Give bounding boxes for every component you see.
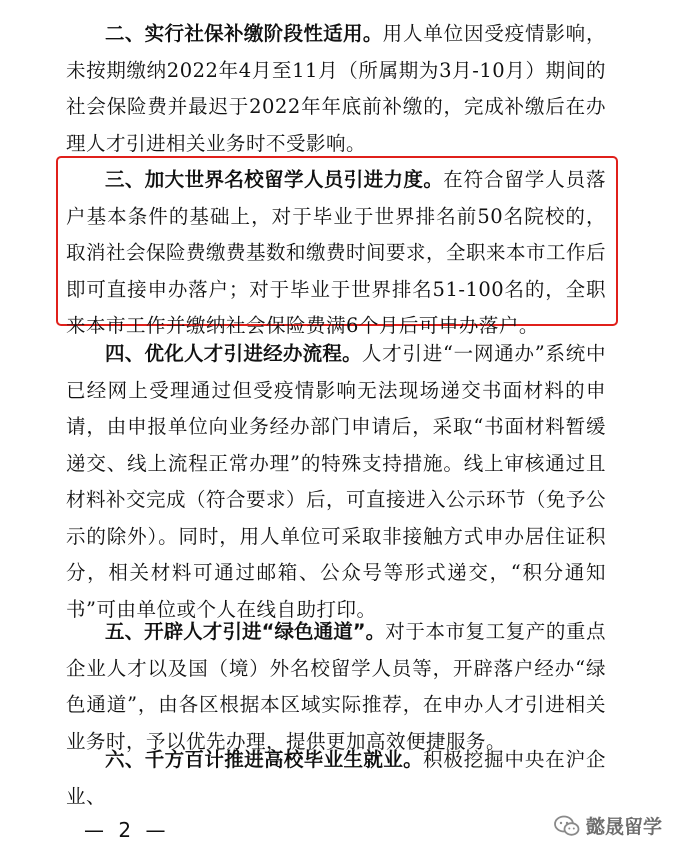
watermark-text: 懿晟留学 xyxy=(585,816,662,838)
paragraph-body: 用人单位因受疫情影响，未按期缴纳2022年4月至11月（所属期为3月-10月）期间的社会保险费并最迟于2022年年底前补缴的，完成补缴后在办理人才引进相关业务时不受影响。 xyxy=(66,22,606,155)
paragraph-body: 人才引进“一网通办”系统中已经网上受理通过但受疫情影响无法现场递交书面材料的申请，由申报单位向业务经办部门申请后，采取“书面材料暂缓递交、线上流程正常办理”的特殊支持措施。线上审核通过且材料补交完成（符合要求）后，可直接进入公示环节（免予公示的除外）。同时，用人单位可采取非接触方式申办居住证积分，相关材料可通过邮箱、公众号等形式递交，“积分通知书”可由单位或个人在线自助打印。 xyxy=(66,342,607,621)
paragraph-body: 对于本市复工复产的重点企业人才以及国（境）外名校留学人员等，开辟落户经办“绿色通道”，由各区根据本区域实际推荐，在申办人才引进相关业务时，予以优先办理，提供更加高效便捷服务。 xyxy=(66,620,606,753)
paragraph-3 xyxy=(66,162,606,345)
paragraph-2 xyxy=(66,16,606,162)
paragraph-heading: 三、加大世界名校留学人员引进力度。 xyxy=(105,168,444,191)
paragraph-6 xyxy=(66,742,606,815)
paragraph-body: 积极挖掘中央在沪企业、 xyxy=(66,748,606,808)
watermark xyxy=(554,812,662,839)
paragraph-4 xyxy=(66,336,606,628)
paragraph-heading: 四、优化人才引进经办流程。 xyxy=(105,342,362,365)
paragraph-body: 在符合留学人员落户基本条件的基础上，对于毕业于世界排名前50名院校的，取消社会保险费缴费基数和缴费时间要求，全职来本市工作后即可直接申办落户；对于毕业于世界排名51-100名的，全职来本市工作并缴纳社会保险费满6个月后可申办落户。 xyxy=(66,168,607,337)
page-number: — 2 — xyxy=(84,818,170,842)
paragraph-heading: 二、实行社保补缴阶段性适用。 xyxy=(105,22,383,45)
paragraph-heading: 六、千方百计推进高校毕业生就业。 xyxy=(105,748,423,771)
paragraph-heading: 五、开辟人才引进“绿色通道”。 xyxy=(105,620,386,643)
paragraph-5 xyxy=(66,614,606,760)
wechat-icon xyxy=(554,815,580,837)
